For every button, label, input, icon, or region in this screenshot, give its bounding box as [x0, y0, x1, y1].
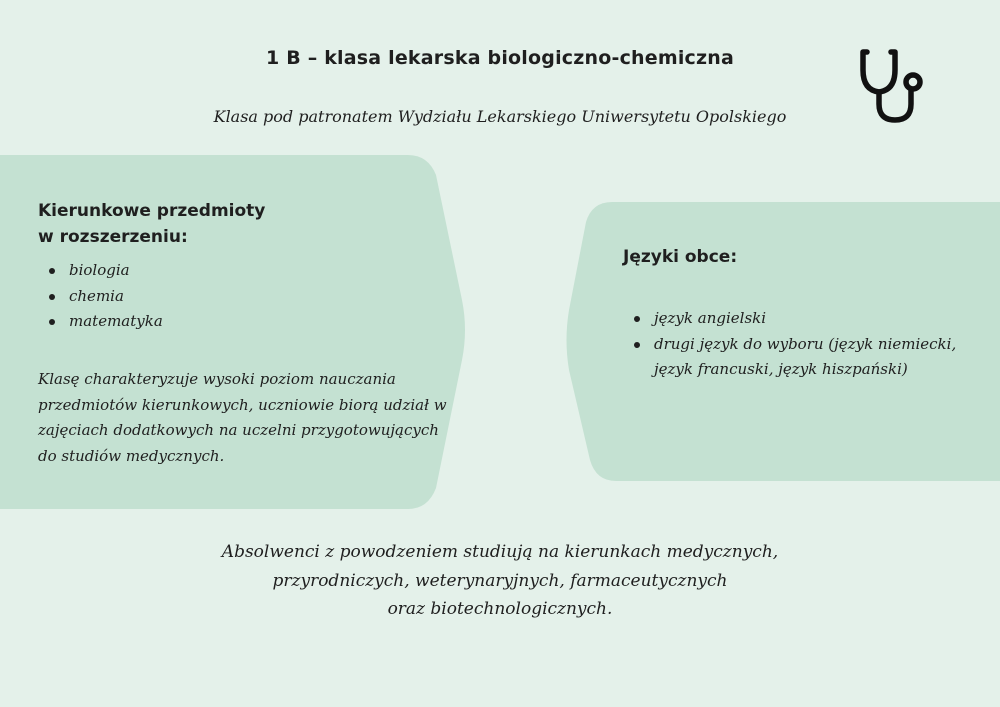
stethoscope-icon	[857, 48, 927, 126]
class-description: Klasę charakteryzuje wysoki poziom nauczania przedmiotów kierunkowych, uczniowie biorą udział w zajęciach dodatkowych na uczelni przygotowujących do studiów medycznych.	[38, 370, 447, 465]
list-item: chemia	[48, 284, 438, 310]
page-title: 1 B – klasa lekarska biologiczno-chemiczna	[265, 47, 735, 69]
subjects-list	[48, 258, 438, 335]
languages-heading: Języki obce:	[623, 247, 738, 267]
list-item: język angielski	[633, 306, 983, 332]
subjects-heading-line: w rozszerzeniu:	[38, 227, 188, 247]
footer-line: przyrodniczych, weterynaryjnych, farmaceutycznych	[272, 570, 728, 591]
page-subtitle: Klasa pod patronatem Wydziału Lekarskiego Uniwersytetu Opolskiego	[213, 107, 787, 126]
subjects-heading	[38, 198, 438, 250]
left-panel	[38, 198, 438, 335]
subjects-heading-line: Kierunkowe przedmioty	[38, 201, 266, 221]
list-item: matematyka	[48, 309, 438, 335]
languages-list	[633, 306, 983, 383]
footer-line: oraz biotechnologicznych.	[387, 599, 613, 619]
list-item: drugi język do wyboru (język niemiecki, język francuski, język hiszpański)	[633, 332, 983, 383]
footer-line: Absolwenci z powodzeniem studiują na kierunkach medycznych,	[221, 542, 779, 562]
list-item: biologia	[48, 258, 438, 284]
graduates-note	[0, 538, 1000, 624]
right-panel	[623, 244, 983, 383]
